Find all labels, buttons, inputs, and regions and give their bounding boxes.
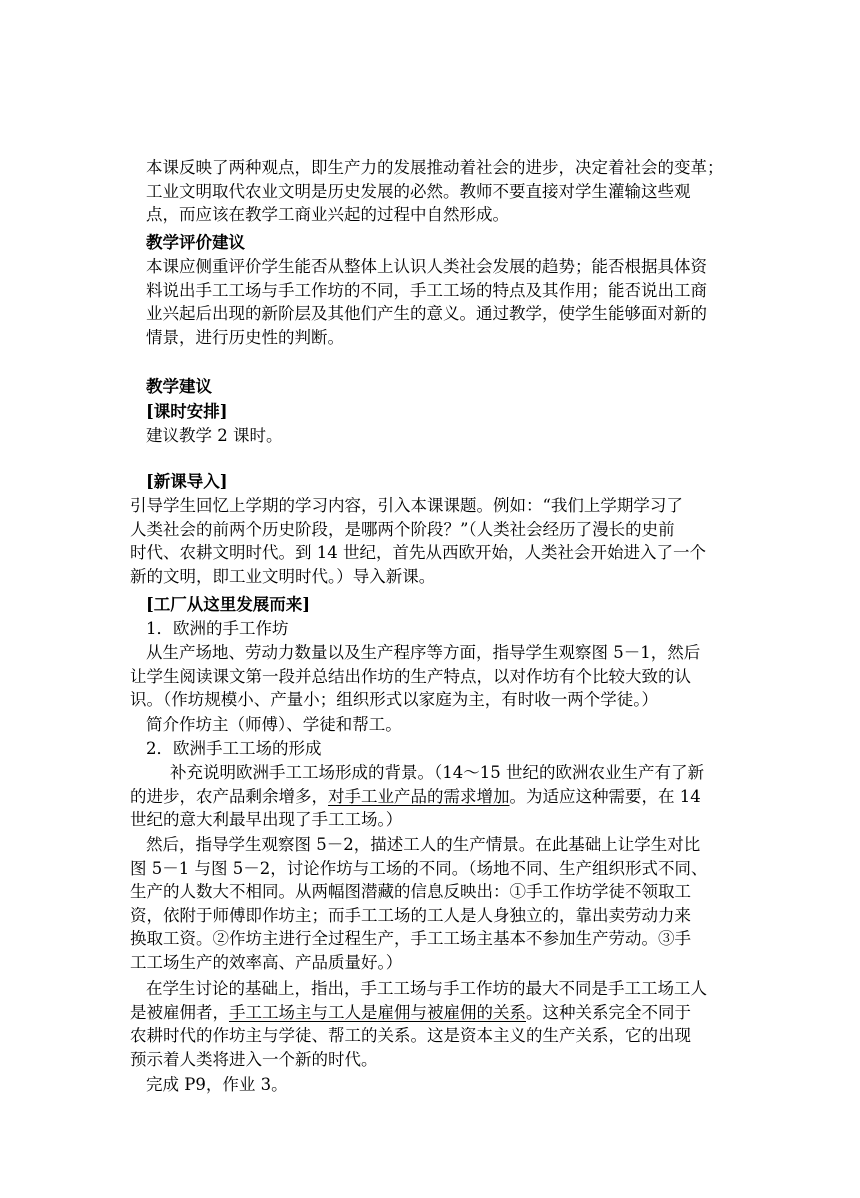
intro-paragraph: [146, 156, 724, 227]
underlined-employment-relation: 手工工场主与工人是雇佣与被雇佣的关系: [229, 1002, 526, 1022]
underlined-demand-increase: 对手工业产品的需求增加: [328, 786, 510, 806]
text-line: 的进步，农产品剩余增多，对手工业产品的需求增加。为适应这种需要，在 14: [130, 786, 701, 806]
workshop-paragraph: [130, 641, 700, 712]
new-lesson-heading: [新课导入]: [146, 472, 228, 491]
text-line: 人类社会的前两个历史阶段，是哪两个阶段？”（人类社会经历了漫长的史前: [130, 519, 675, 539]
text-line: 本课应侧重评价学生能否从整体上认识人类社会发展的趋势；能否根据具体资: [146, 257, 707, 276]
text-line: 点，而应该在教学工商业兴起的过程中自然形成。: [146, 205, 509, 224]
workshop-roles-text: 简介作坊主（师傅）、学徒和帮工。: [146, 715, 402, 734]
evaluation-heading: 教学评价建议: [146, 233, 245, 252]
text-line: 生产的人数大不相同。从两幅图潜藏的信息反映出：①手工作坊学徒不领取工: [130, 882, 691, 901]
text-line: 换取工资。②作坊主进行全过程生产，手工工场主基本不参加生产劳动。③手: [130, 929, 691, 948]
text-line: 资，依附于师傅即作坊主；而手工工场的工人是人身独立的，靠出卖劳动力来: [130, 905, 691, 925]
text-line: 业兴起后出现的新阶层及其他们产生的意义。通过教学，使学生能够面对新的: [146, 304, 707, 323]
text-line: 然后，指导学生观察图 5－2，描述工人的生产情景。在此基础上让学生对比: [146, 835, 701, 854]
subsection-manufactory-title: 2．欧洲手工工场的形成: [146, 739, 322, 758]
suggestions-heading: 教学建议: [146, 377, 212, 396]
text-line: 预示着人类将进入一个新的时代。: [130, 1049, 378, 1069]
text-line: 工业文明取代农业文明是历史发展的必然。教师不要直接对学生灌输这些观: [146, 181, 691, 201]
evaluation-paragraph: [146, 255, 707, 349]
text-line: 引导学生回忆上学期的学习内容，引入本课课题。例如：“我们上学期学习了: [130, 496, 683, 515]
text-line: 让学生阅读课文第一段并总结出作坊的生产特点，以对作坊有个比较大致的认: [130, 666, 691, 686]
class-hours-text: 建议教学 2 课时。: [146, 426, 283, 445]
text-line: 在学生讨论的基础上，指出，手工工场与手工作坊的最大不同是手工工场工人: [146, 979, 707, 998]
text-line: 时代、农耕文明时代。到 14 世纪，首先从西欧开始，人类社会开始进入了一个: [130, 543, 706, 562]
text-line: 补充说明欧洲手工工场形成的背景。（14～15 世纪的欧洲农业生产有了新: [170, 763, 704, 782]
factory-heading: [工厂从这里发展而来]: [146, 595, 311, 614]
text-line: 工工场生产的效率高、产品质量好。）: [130, 952, 403, 972]
text-line: 本课反映了两种观点，即生产力的发展推动着社会的进步，决定着社会的变革；: [146, 158, 724, 177]
class-hours-heading: [课时安排]: [146, 402, 228, 421]
background-paragraph: [130, 761, 704, 832]
homework-text: 完成 P9，作业 3。: [146, 1075, 288, 1094]
subsection-workshop-title: 1．欧洲的手工作坊: [146, 619, 289, 638]
conclusion-paragraph: [130, 977, 707, 1071]
text-line: 农耕时代的作坊主与学徒、帮工的关系。这是资本主义的生产关系，它的出现: [130, 1026, 691, 1045]
text-line: 从生产场地、劳动力数量以及生产程序等方面，指导学生观察图 5－1，然后: [146, 643, 701, 662]
new-lesson-paragraph: [130, 494, 706, 588]
text-line: 情景，进行历史性的判断。: [146, 327, 344, 347]
text-line: 图 5－1 与图 5－2，讨论作坊与工场的不同。（场地不同、生产组织形式不同、: [130, 858, 708, 878]
text-line: 料说出手工工场与手工作坊的不同，手工工场的特点及其作用；能否说出工商: [146, 280, 707, 300]
text-line: 世纪的意大利最早出现了手工工场。）: [130, 810, 403, 829]
text-line: 是被雇佣者，手工工场主与工人是雇佣与被雇佣的关系。这种关系完全不同于: [130, 1002, 691, 1022]
text-line: 新的文明，即工业文明时代。）导入新课。: [130, 566, 436, 586]
comparison-paragraph: [130, 833, 707, 974]
text-line: 识。（作坊规模小、产量小；组织形式以家庭为主，有时收一两个学徒。）: [130, 690, 658, 709]
